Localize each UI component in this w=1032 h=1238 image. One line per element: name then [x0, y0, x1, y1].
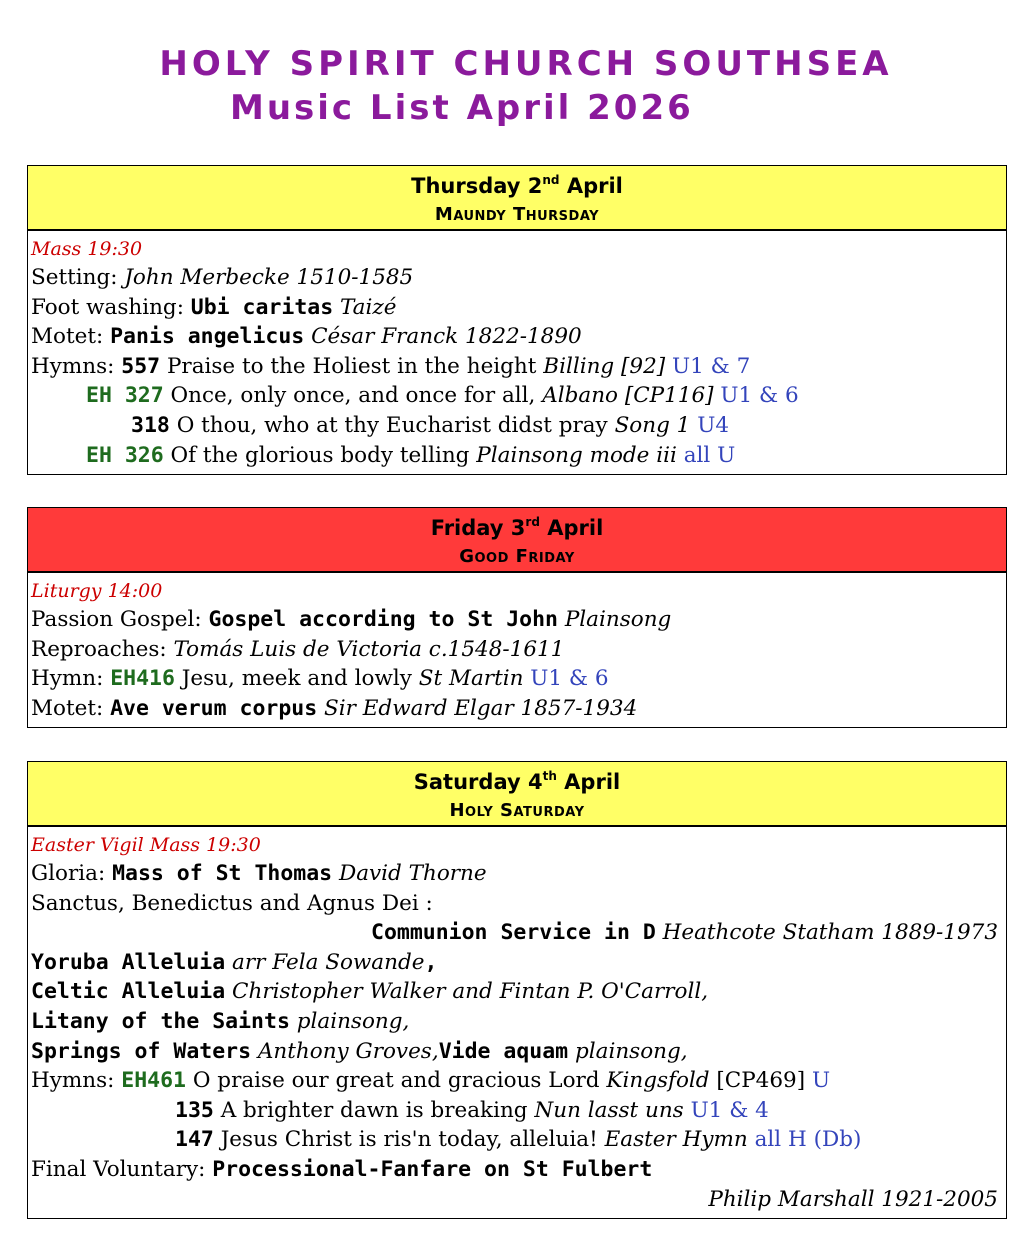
saturday-panel [27, 761, 1007, 1219]
page-title: HOLY SPIRIT CHURCH SOUTHSEA [159, 44, 893, 84]
saturday-header [28, 762, 1006, 827]
hymn-line: EH 326 Of the glorious body telling Plainsong mode iii all U [86, 442, 736, 468]
friday-panel [27, 507, 1007, 728]
friday-motet: Motet: Ave verum corpus Sir Edward Elgar 1857-1934 [31, 695, 638, 721]
friday-feast: Good Friday [459, 546, 575, 567]
thursday-date: Thursday 2nd April [411, 173, 623, 198]
friday-reproaches: Reproaches: Tomás Luis de Victoria c.1548-1611 [31, 636, 565, 662]
thursday-panel [27, 165, 1007, 475]
thursday-setting: Setting: John Merbecke 1510-1585 [31, 265, 414, 290]
thursday-motet: Motet: Panis angelicus César Franck 1822-1890 [31, 324, 582, 350]
saturday-gloria: Gloria: Mass of St Thomas David Thorne [31, 861, 487, 886]
saturday-voluntary-composer: Philip Marshall 1921-2005 [708, 1186, 998, 1212]
hymn-line: 147 Jesus Christ is ris'n today, alleluia! Easter Hymn all H (Db) [175, 1127, 862, 1153]
hymn-line: Hymns: 557 Praise to the Holiest in the height Billing [92] U1 & 7 [31, 353, 751, 379]
saturday-celtic: Celtic Alleluia Christopher Walker and Fintan P. O'Carroll, [31, 979, 709, 1005]
hymn-line: EH 327 Once, only once, and once for all, Albano [CP116] U1 & 6 [86, 383, 799, 409]
friday-date: Friday 3rd April [430, 515, 604, 540]
thursday-foot-washing: Foot washing: Ubi caritas Taizé [31, 294, 397, 320]
saturday-feast: Holy Saturday [449, 800, 585, 821]
thursday-header [28, 166, 1006, 231]
friday-service-time: Liturgy 14:00 [31, 580, 163, 602]
hymn-line: 135 A brighter dawn is breaking Nun lasst uns U1 & 4 [175, 1097, 769, 1123]
saturday-date: Saturday 4th April [413, 769, 621, 794]
saturday-springs: Springs of Waters Anthony Groves,Vide aquam plainsong, [31, 1038, 688, 1064]
hymn-line: 318 O thou, who at thy Eucharist didst pray Song 1 U4 [131, 412, 730, 438]
friday-passion: Passion Gospel: Gospel according to St John Plainsong [31, 607, 672, 632]
friday-hymn: Hymn: EH416 Jesu, meek and lowly St Martin U1 & 6 [31, 666, 609, 692]
thursday-feast: Maundy Thursday [434, 204, 600, 225]
hymn-line: Hymns: EH461 O praise our great and gracious Lord Kingsfold [CP469] U [31, 1068, 831, 1094]
saturday-sanctus: Communion Service in D Heathcote Statham 1889-1973 [371, 920, 998, 946]
saturday-litany: Litany of the Saints plainsong, [31, 1008, 410, 1034]
saturday-sanctus-label: Sanctus, Benedictus and Agnus Dei : [31, 890, 433, 916]
friday-header [28, 508, 1006, 573]
saturday-service-time: Easter Vigil Mass 19:30 [31, 834, 261, 856]
page-subtitle: Music List April 2026 [230, 88, 694, 128]
saturday-yoruba: Yoruba Alleluia arr Fela Sowande, [31, 949, 438, 975]
saturday-voluntary: Final Voluntary: Processional-Fanfare on St Fulbert [31, 1156, 653, 1182]
thursday-service-time: Mass 19:30 [31, 238, 143, 260]
